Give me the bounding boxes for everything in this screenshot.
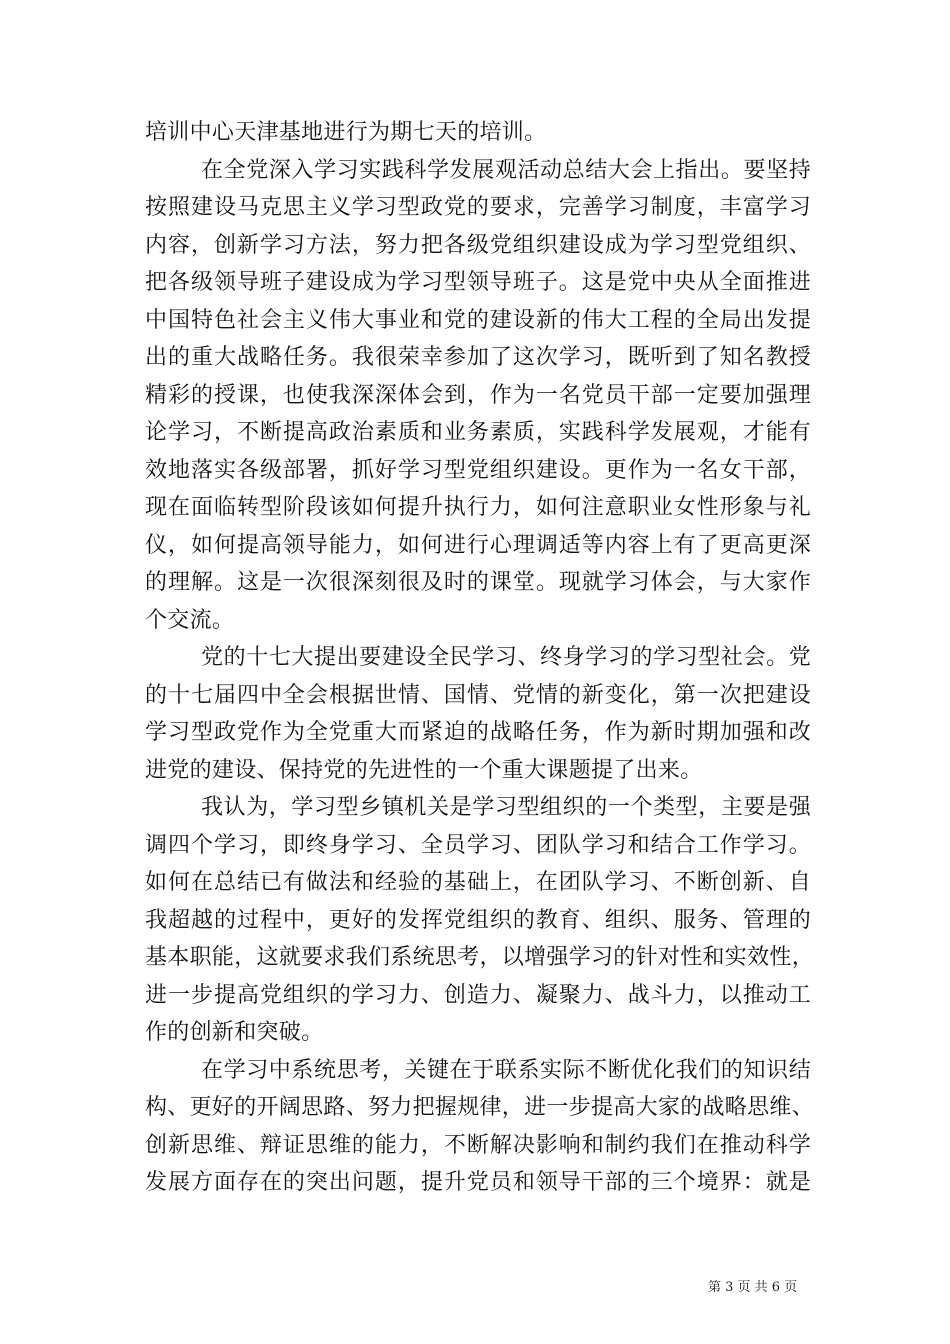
text-line: 出的重大战略任务。我很荣幸参加了这次学习，既听到了知名教授 [145, 345, 811, 370]
text-line: 进一步提高党组织的学习力、创造力、凝聚力、战斗力，以推动工 [145, 982, 811, 1008]
text-line: 精彩的授课，也使我深深体会到，作为一名党员干部一定要加强理 [145, 382, 811, 408]
text-line: 内容，创新学习方法，努力把各级党组织建设成为学习型党组织、 [145, 232, 811, 258]
text-line: 论学习，不断提高政治素质和业务素质，实践科学发展观，才能有 [145, 420, 811, 445]
text-line: 的理解。这是一次很深刻很及时的课堂。现就学习体会，与大家作 [145, 570, 811, 595]
page-number: 第 3 页 共 6 页 [708, 1280, 798, 1295]
text-line: 基本职能，这就要求我们系统思考，以增强学习的针对性和实效性， [145, 945, 815, 970]
document-body [145, 114, 815, 1202]
text-line: 效地落实各级部署，抓好学习型党组织建设。更作为一名女干部， [145, 457, 811, 483]
text-line: 把各级领导班子建设成为学习型领导班子。这是党中央从全面推进 [145, 270, 811, 295]
paragraph [145, 639, 811, 789]
text-line: 进党的建设、保持党的先进性的一个重大课题提了出来。 [145, 757, 703, 783]
text-line: 我超越的过程中，更好的发挥党组织的教育、组织、服务、管理的 [145, 907, 811, 933]
paragraph [145, 114, 811, 152]
text-line: 调四个学习，即终身学习、全员学习、团队学习和结合工作学习。 [145, 832, 811, 858]
text-line: 党的十七大提出要建设全民学习、终身学习的学习型社会。党 [201, 645, 811, 670]
text-line: 构、更好的开阔思路、努力把握规律，进一步提高大家的战略思维、 [145, 1095, 815, 1120]
paragraph [145, 1052, 815, 1202]
text-line: 我认为，学习型乡镇机关是学习型组织的一个类型，主要是强 [201, 795, 811, 820]
paragraph [145, 152, 811, 640]
text-line: 在学习中系统思考，关键在于联系实际不断优化我们的知识结 [201, 1057, 811, 1083]
text-line: 培训中心天津基地进行为期七天的培训。 [145, 120, 547, 145]
text-line: 在全党深入学习实践科学发展观活动总结大会上指出。要坚持 [201, 157, 811, 183]
text-line: 发展方面存在的突出问题，提升党员和领导干部的三个境界：就是 [145, 1170, 811, 1195]
text-line: 按照建设马克思主义学习型政党的要求，完善学习制度，丰富学习 [145, 195, 811, 220]
text-line: 的十七届四中全会根据世情、国情、党情的新变化，第一次把建设 [145, 682, 811, 708]
text-line: 如何在总结已有做法和经验的基础上，在团队学习、不断创新、自 [145, 870, 811, 895]
text-line: 创新思维、辩证思维的能力，不断解决影响和制约我们在推动科学 [145, 1132, 811, 1158]
paragraph [145, 789, 815, 1052]
text-line: 作的创新和突破。 [145, 1020, 324, 1045]
text-line: 中国特色社会主义伟大事业和党的建设新的伟大工程的全局出发提 [145, 307, 811, 333]
text-line: 学习型政党作为全党重大而紧迫的战略任务，作为新时期加强和改 [145, 720, 811, 745]
text-line: 现在面临转型阶段该如何提升执行力，如何注意职业女性形象与礼 [145, 495, 811, 520]
text-line: 个交流。 [145, 607, 235, 633]
text-line: 仪，如何提高领导能力，如何进行心理调适等内容上有了更高更深 [145, 532, 811, 558]
